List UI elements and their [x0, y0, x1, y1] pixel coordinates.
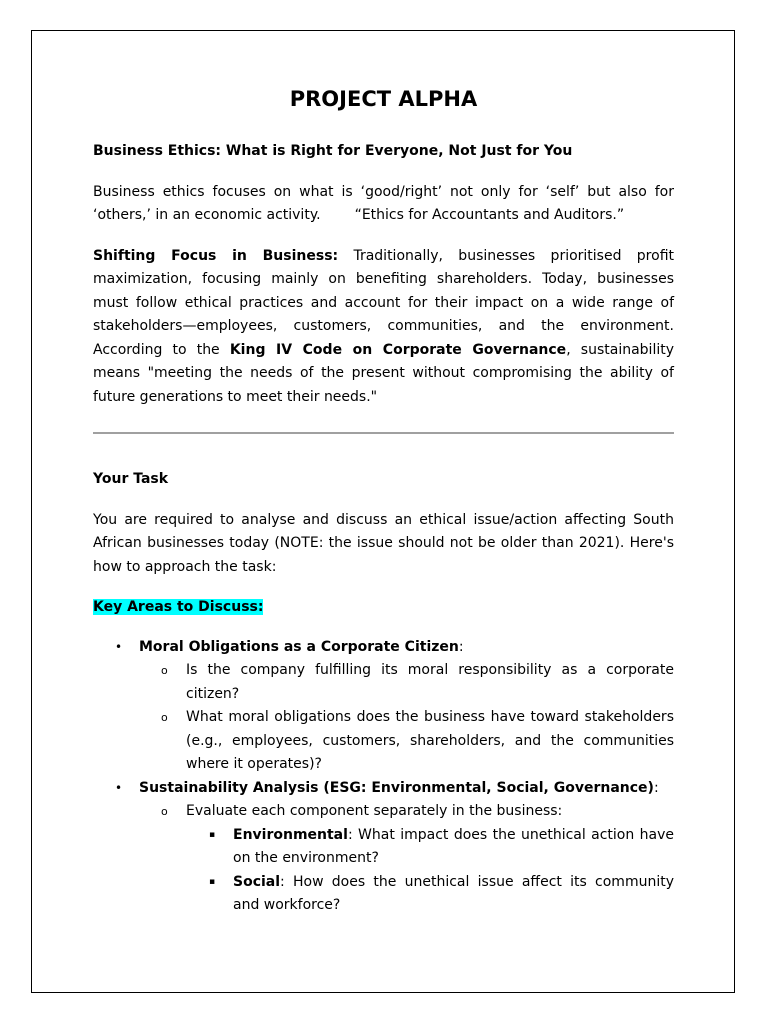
- key-areas-list: [93, 636, 674, 918]
- horizontal-divider: [93, 432, 674, 434]
- key-areas-heading: Key Areas to Discuss:: [93, 599, 264, 615]
- sustainability-label: Sustainability Analysis (ESG: Environmental, Social, Governance): [139, 779, 654, 796]
- intro-text: Business ethics focuses on what is ‘good/right’ not only for ‘self’ but also for ‘others,’ in an economic activity.: [93, 183, 674, 223]
- list-item-social: [186, 871, 674, 918]
- intro-paragraph: [93, 181, 674, 228]
- list-item-moral-obligations: [93, 636, 674, 777]
- task-heading: Your Task: [93, 471, 169, 487]
- evaluate-components-text: Evaluate each component separately in the business:: [186, 803, 563, 819]
- sustainability-colon: :: [653, 779, 659, 796]
- circle-bullet-icon: o: [161, 805, 168, 818]
- list-item: [139, 800, 674, 918]
- social-label: Social: [233, 873, 281, 890]
- shifting-focus-label: Shifting Focus in Business:: [93, 247, 339, 264]
- list-item: [139, 706, 674, 777]
- moral-obligations-colon: :: [458, 638, 464, 655]
- environmental-label: Environmental: [233, 826, 348, 843]
- list-item-environmental: [186, 824, 674, 871]
- shifting-focus-paragraph: [93, 245, 674, 410]
- bullet-icon: •: [115, 780, 123, 795]
- list-item-sustainability-analysis: [93, 777, 674, 918]
- esg-components-list: [186, 824, 674, 918]
- square-bullet-icon: ▪: [209, 829, 216, 840]
- list-item: [139, 659, 674, 706]
- square-bullet-icon: ▪: [209, 876, 216, 887]
- moral-obligations-label: Moral Obligations as a Corporate Citizen: [139, 638, 459, 655]
- social-text: : How does the unethical issue affect its community and workforce?: [233, 873, 674, 913]
- bullet-icon: •: [115, 639, 123, 654]
- moral-question-2: What moral obligations does the business have toward stakeholders (e.g., employees, customers, shareholders, and the communities where it operates)?: [186, 709, 674, 772]
- document-body: [93, 84, 674, 918]
- sustainability-sublist: [139, 800, 674, 918]
- environmental-text: : What impact does the unethical action have on the environment?: [233, 826, 674, 866]
- circle-bullet-icon: o: [161, 711, 168, 724]
- shifting-focus-text-2: , sustainability means "meeting the needs of the present without compromising the ability of future generations to meet their needs.": [93, 341, 674, 405]
- section-heading: Business Ethics: What is Right for Everyone, Not Just for You: [93, 143, 573, 159]
- circle-bullet-icon: o: [161, 664, 168, 677]
- moral-question-1: Is the company fulfilling its moral responsibility as a corporate citizen?: [186, 662, 674, 702]
- key-areas-heading-wrap: [93, 596, 674, 620]
- king-iv-code-name: King IV Code on Corporate Governance: [229, 341, 567, 358]
- intro-citation: “Ethics for Accountants and Auditors.”: [354, 207, 625, 223]
- page-title: PROJECT ALPHA: [289, 87, 478, 111]
- shifting-focus-text-1: Traditionally, businesses prioritised profit maximization, focusing mainly on benefiting shareholders. Today, businesses must follow ethical practices and account for their impact on a wide range of stakeholders—employees, customers, communities, and the environment. According to the: [93, 247, 674, 358]
- task-paragraph: You are required to analyse and discuss an ethical issue/action affecting South African businesses today (NOTE: the issue should not be older than 2021). Here's how to approach the task:: [93, 511, 674, 575]
- moral-obligations-sublist: [139, 659, 674, 777]
